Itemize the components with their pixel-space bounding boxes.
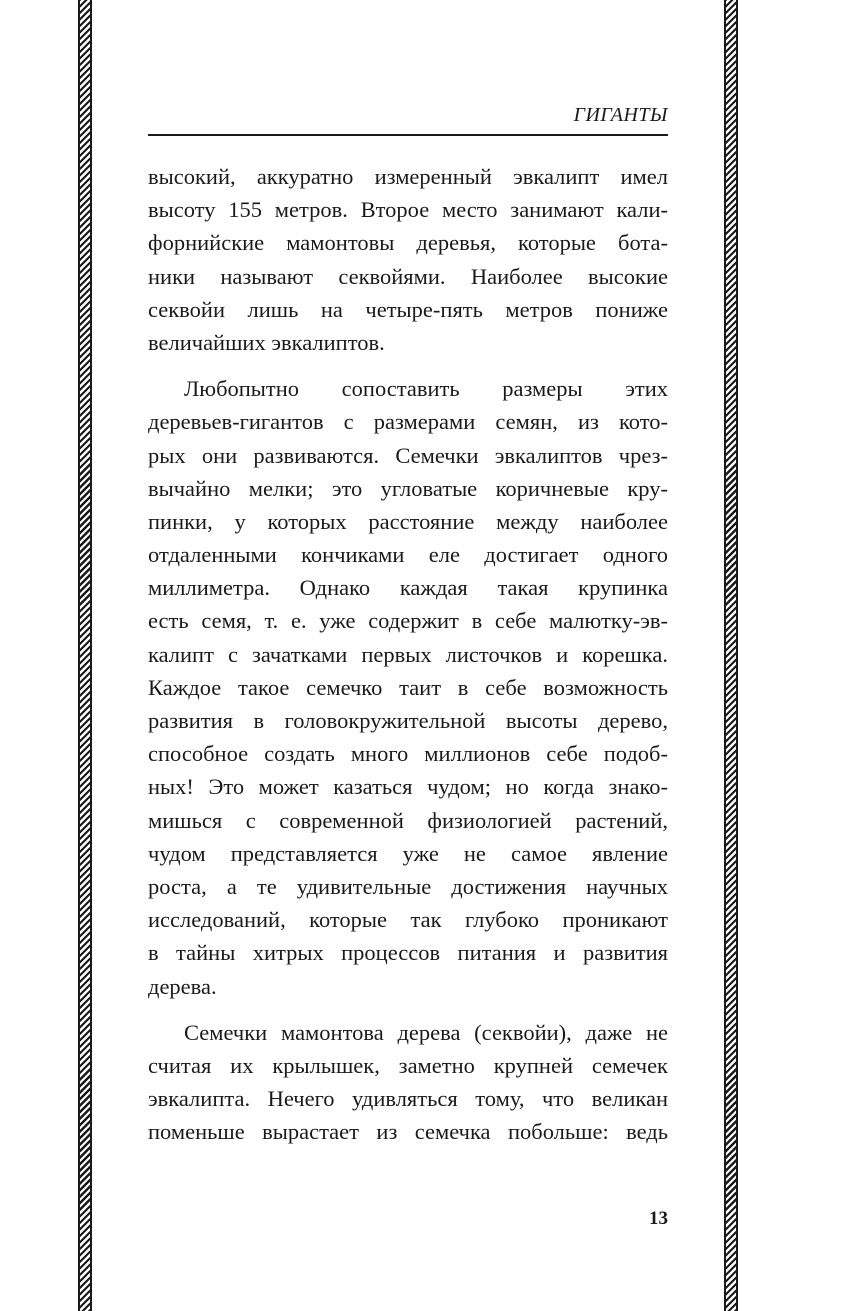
text-line: пинки, у которых расстояние между наиболее (148, 508, 668, 534)
text-line: форнийские мамонтовы деревья, которые бота- (148, 230, 668, 256)
paragraph (148, 1016, 668, 1149)
text-line: ники называют секвойями. Наиболее высокие (148, 263, 668, 289)
text-line: роста, а те удивительные достижения научных (148, 873, 668, 899)
right-decorative-border (724, 0, 738, 1311)
text-line: способное создать много миллионов себе подоб- (148, 741, 668, 767)
text-line: чудом представляется уже не самое явление (148, 840, 668, 866)
text-line: развития в головокружительной высоты дерево, (148, 708, 668, 733)
text-line: отдаленными кончиками еле достигает одного (148, 542, 668, 568)
paragraph (148, 160, 668, 359)
text-line: в тайны хитрых процессов питания и развития (148, 940, 668, 966)
text-line: ных! Это может казаться чудом; но когда знако- (148, 774, 668, 800)
text-line: эвкалипта. Нечего удивляться тому, что великан (148, 1086, 668, 1112)
text-line: исследований, которые так глубоко проникают (148, 907, 668, 933)
text-line: высоту 155 метров. Второе место занимают кали- (148, 197, 668, 223)
left-decorative-border (78, 0, 92, 1311)
text-line: величайших эвкалиптов. (148, 329, 385, 355)
body-text (148, 160, 668, 1148)
text-line: рых они развиваются. Семечки эвкалиптов чрез- (148, 442, 668, 468)
page-number: 13 (649, 1208, 668, 1229)
paragraph (148, 372, 668, 1003)
text-line: калипт с зачатками первых листочков и корешка. (148, 641, 668, 667)
text-line: Каждое такое семечко таит в себе возможность (148, 674, 668, 700)
text-line: секвойи лишь на четыре-пять метров пониже (148, 296, 668, 322)
text-line: поменьше вырастает из семечка побольше: ведь (148, 1119, 668, 1145)
text-line: миллиметра. Однако каждая такая крупинка (148, 575, 668, 601)
text-line: высокий, аккуратно измеренный эвкалипт имел (148, 164, 668, 189)
text-line: Любопытно сопоставить размеры этих (184, 376, 668, 402)
text-line: дерева. (148, 973, 217, 999)
text-line: считая их крылышек, заметно крупней семечек (148, 1052, 668, 1078)
text-line: вычайно мелки; это угловатые коричневые кру- (148, 475, 668, 501)
text-line: Семечки мамонтова дерева (секвойи), даже не (184, 1019, 668, 1045)
page-header (148, 100, 668, 136)
text-line: есть семя, т. е. уже содержит в себе малютку-эв- (148, 608, 668, 634)
running-head: ГИГАНТЫ (573, 104, 668, 126)
text-line: мишься с современной физиологией растений, (148, 807, 668, 833)
text-line: деревьев-гигантов с размерами семян, из кото- (148, 409, 668, 435)
